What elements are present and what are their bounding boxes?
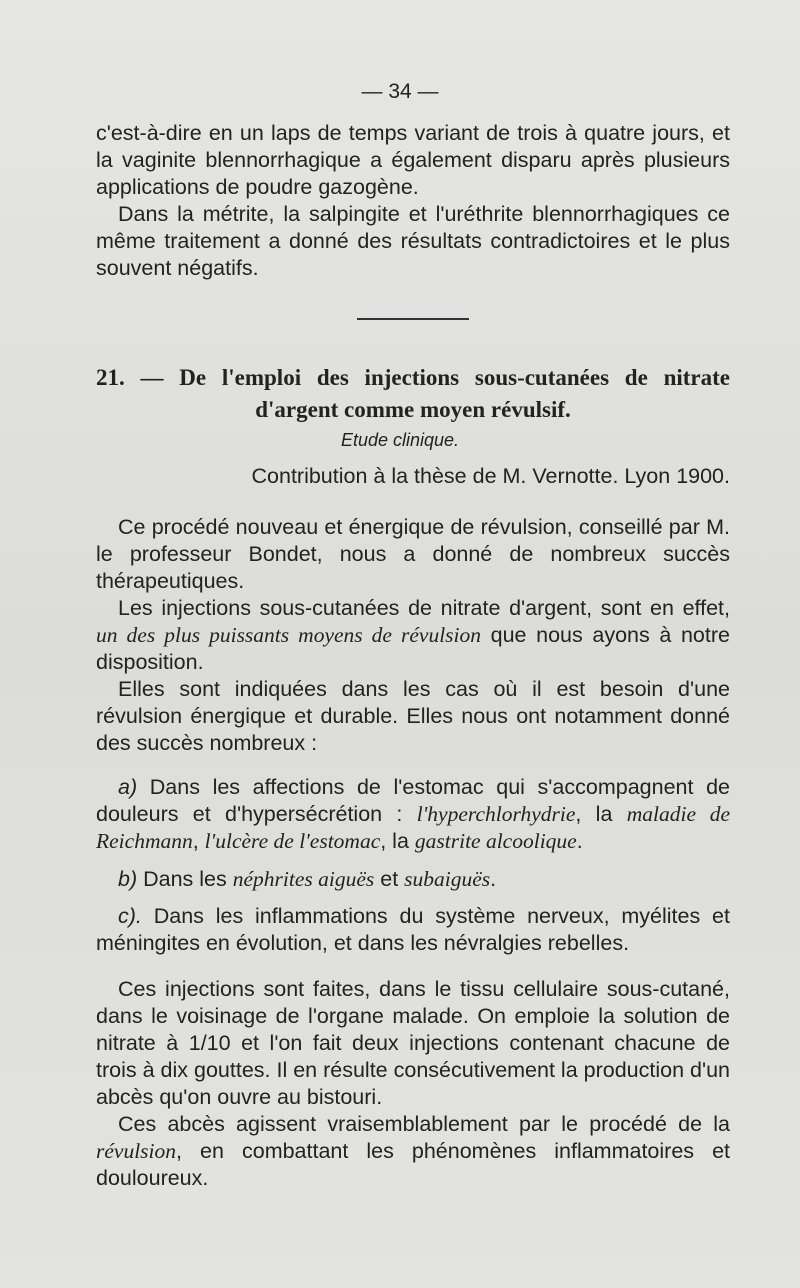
list-marker-a: a) [118,775,138,799]
intro-text [96,120,730,282]
body-paragraph-5: Ces abcès agissent vraisemblablement par le procédé de la révulsion, en combattant les phénomènes inflammatoires et douloureux. [96,1112,730,1190]
section-divider [357,318,469,320]
emphasis-text: un des plus puissants moyens de révulsion [96,623,482,647]
body-part-2 [96,976,730,1192]
emphasis-revulsion: révulsion [96,1139,177,1163]
section-subtitle: Etude clinique. [340,430,460,450]
section-title [96,362,730,426]
intro-paragraph-2: Dans la métrite, la salpingite et l'uréthrite blennorrhagiques ce même traitement a donné des résultats contradictoires et le plus souvent négatifs. [96,202,730,280]
list-marker-b: b) [118,867,138,891]
section-title-line-2: d'argent comme moyen révulsif. [255,397,571,422]
contribution-line: Contribution à la thèse de M. Vernotte. Lyon 1900. [251,464,730,488]
body-paragraph-3: Elles sont indiquées dans les cas où il est besoin d'une révulsion énergique et durable. Elles nous ont notamment donné des succès nombreux : [96,677,730,755]
list-marker-c: c). [118,904,142,928]
body-paragraph-4: Ces injections sont faites, dans le tissu cellulaire sous-cutané, dans le voisinage de l'organe malade. On emploie la solution de nitrate à 1/10 et l'on fait deux injections contenant chacune de trois à dix gouttes. Il en résulte consécutivement la production d'un abcès qu'on ouvre au bistouri. [96,977,730,1109]
list-item-c: c). Dans les inflammations du système nerveux, myélites et méningites en évolution, et dans les névralgies rebelles. [96,904,730,955]
body-paragraph-1: Ce procédé nouveau et énergique de révulsion, conseillé par M. le professeur Bondet, nous a donné de nombreux succès thérapeutiques. [96,515,730,593]
section-title-line-1: 21. — De l'emploi des injections sous-cutanées de nitrate [96,365,730,390]
intro-paragraph-1: c'est-à-dire en un laps de temps variant de trois à quatre jours, et la vaginite blennorrhagique a également disparu après plusieurs applications de poudre gazogène. [96,121,730,199]
body-paragraph-2: Les injections sous-cutanées de nitrate d'argent, sont en effet, un des plus puissants moyens de révulsion que nous ayons à notre disposition. [96,596,730,674]
body-part-1 [96,514,730,757]
list-item-b: b) Dans les néphrites aiguës et subaiguës. [118,867,497,891]
list-item-a: a) Dans les affections de l'estomac qui s'accompagnent de douleurs et d'hypersécrétion : l'hyperchlorhydrie, la maladie de Reichmann, l'ulcère de l'estomac, la gastrite alcoolique. [96,775,730,853]
page-number: — 34 — [361,80,439,103]
